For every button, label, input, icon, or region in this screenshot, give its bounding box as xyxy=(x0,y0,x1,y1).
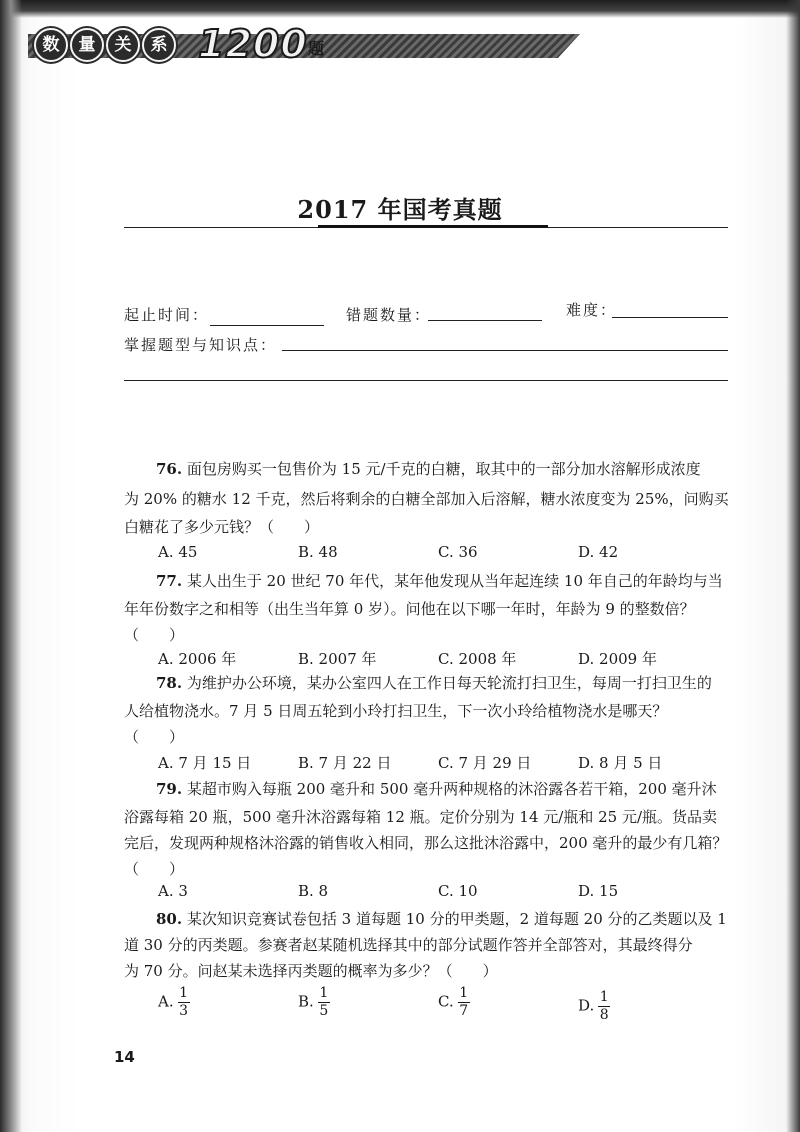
series-char: 系 xyxy=(142,28,176,62)
series-name xyxy=(34,28,176,62)
option-a[interactable] xyxy=(158,986,190,1019)
question-number: 77. xyxy=(156,572,183,590)
option-b[interactable]: B. 2007 年 xyxy=(298,650,377,668)
question-80-line-3: 为 70 分。问赵某未选择丙类题的概率为多少？（ ） xyxy=(124,962,498,980)
page-title: 2017 年国考真题 xyxy=(297,195,503,224)
option-fraction xyxy=(598,990,610,1023)
question-80-line-1 xyxy=(124,908,727,929)
question-text: 某超市购入每瓶 200 毫升和 500 毫升两种规格的沐浴露各若干箱，200 毫升沐 xyxy=(186,780,717,798)
question-76-line-1 xyxy=(124,458,701,479)
difficulty-label: 难度： xyxy=(566,301,618,319)
option-c[interactable] xyxy=(438,986,470,1019)
question-79-line-2: 浴露每箱 20 瓶，500 毫升沐浴露每箱 12 瓶。定价分别为 14 元/瓶和 25 元/瓶。货品卖 xyxy=(124,808,718,826)
question-78-line-2: 人给植物浇水。7 月 5 日周五轮到小玲打扫卫生，下一次小玲给植物浇水是哪天？ xyxy=(124,702,668,720)
question-text: 某人出生于 20 世纪 70 年代，某年他发现从当年起连续 10 年自己的年龄均与当 xyxy=(186,572,723,590)
question-76-line-3: 白糖花了多少元钱？（ ） xyxy=(124,518,320,536)
denominator: 3 xyxy=(179,1003,189,1019)
option-c[interactable]: C. 36 xyxy=(438,543,478,561)
question-number: 76. xyxy=(156,460,183,478)
option-letter: B. xyxy=(298,992,314,1011)
option-d[interactable] xyxy=(578,990,610,1023)
start-time-field[interactable] xyxy=(210,325,324,326)
option-b[interactable]: B. 7 月 22 日 xyxy=(298,754,392,772)
title-rule-accent xyxy=(318,225,548,228)
question-79-line-1 xyxy=(124,778,717,799)
start-time-label: 起止时间： xyxy=(124,306,210,324)
option-c[interactable]: C. 7 月 29 日 xyxy=(438,754,532,772)
question-78-line-1 xyxy=(124,672,712,693)
page-number: 14 xyxy=(114,1048,135,1066)
difficulty-field[interactable] xyxy=(612,317,728,318)
denominator: 7 xyxy=(459,1003,469,1019)
option-d[interactable]: D. 8 月 5 日 xyxy=(578,754,663,772)
scan-shadow-left xyxy=(0,0,22,1132)
option-fraction xyxy=(458,986,470,1019)
denominator: 5 xyxy=(319,1003,329,1019)
question-77-line-2: 年年份数字之和相等（出生当年算 0 岁）。问他在以下哪一年时，年龄为 9 的整数倍？ xyxy=(124,600,695,618)
series-banner xyxy=(28,24,588,68)
option-b[interactable]: B. 8 xyxy=(298,882,329,900)
numerator: 1 xyxy=(459,985,469,1001)
scan-shadow-right xyxy=(786,0,800,1132)
topics-label: 掌握题型与知识点： xyxy=(124,336,278,354)
wrong-count-field[interactable] xyxy=(428,320,542,321)
question-text: 为维护办公环境，某办公室四人在工作日每天轮流打扫卫生，每周一打扫卫生的 xyxy=(186,674,712,692)
question-text: 某次知识竞赛试卷包括 3 道每题 10 分的甲类题，2 道每题 20 分的乙类题以及 1 xyxy=(186,910,727,928)
wrong-count-label: 错题数量： xyxy=(346,306,432,324)
topics-field[interactable] xyxy=(282,350,728,351)
option-a[interactable]: A. 3 xyxy=(158,882,188,900)
question-79-line-3: 完后，发现两种规格沐浴露的销售收入相同，那么这批沐浴露中，200 毫升的最少有几箱？ xyxy=(124,834,728,852)
option-d[interactable]: D. 2009 年 xyxy=(578,650,657,668)
question-number: 80. xyxy=(156,910,183,928)
question-77-line-1 xyxy=(124,570,723,591)
question-79-line-4: （ ） xyxy=(124,860,185,878)
series-suffix: 题 xyxy=(308,39,325,58)
option-a[interactable]: A. 2006 年 xyxy=(158,650,237,668)
option-b[interactable] xyxy=(298,986,330,1019)
question-78-line-3: （ ） xyxy=(124,728,185,746)
option-c[interactable]: C. 2008 年 xyxy=(438,650,517,668)
question-text: 面包房购买一包售价为 15 元/千克的白糖，取其中的一部分加水溶解形成浓度 xyxy=(186,460,701,478)
option-letter: D. xyxy=(578,996,595,1015)
option-d[interactable]: D. 15 xyxy=(578,882,619,900)
question-number: 79. xyxy=(156,780,183,798)
option-b[interactable]: B. 48 xyxy=(298,543,338,561)
series-char: 数 xyxy=(34,28,68,62)
option-letter: A. xyxy=(158,992,174,1011)
option-d[interactable]: D. 42 xyxy=(578,543,619,561)
option-letter: C. xyxy=(438,992,454,1011)
option-a[interactable]: A. 45 xyxy=(158,543,198,561)
option-fraction xyxy=(178,986,190,1019)
numerator: 1 xyxy=(599,989,609,1005)
question-80-line-2: 道 30 分的丙类题。参赛者赵某随机选择其中的部分试题作答并全部答对，其最终得分 xyxy=(124,936,693,954)
series-char: 关 xyxy=(106,28,140,62)
series-number: 1200 xyxy=(198,22,308,66)
scan-shadow-top xyxy=(0,0,800,18)
question-77-line-3: （ ） xyxy=(124,626,185,644)
option-a[interactable]: A. 7 月 15 日 xyxy=(158,754,252,772)
option-fraction xyxy=(318,986,330,1019)
topics-field-extra-line[interactable] xyxy=(124,380,728,381)
option-c[interactable]: C. 10 xyxy=(438,882,478,900)
numerator: 1 xyxy=(179,985,189,1001)
question-number: 78. xyxy=(156,674,183,692)
denominator: 8 xyxy=(599,1007,609,1023)
question-76-line-2: 为 20% 的糖水 12 千克，然后将剩余的白糖全部加入后溶解，糖水浓度变为 25%，问购买 xyxy=(124,490,729,508)
numerator: 1 xyxy=(319,985,329,1001)
series-char: 量 xyxy=(70,28,104,62)
